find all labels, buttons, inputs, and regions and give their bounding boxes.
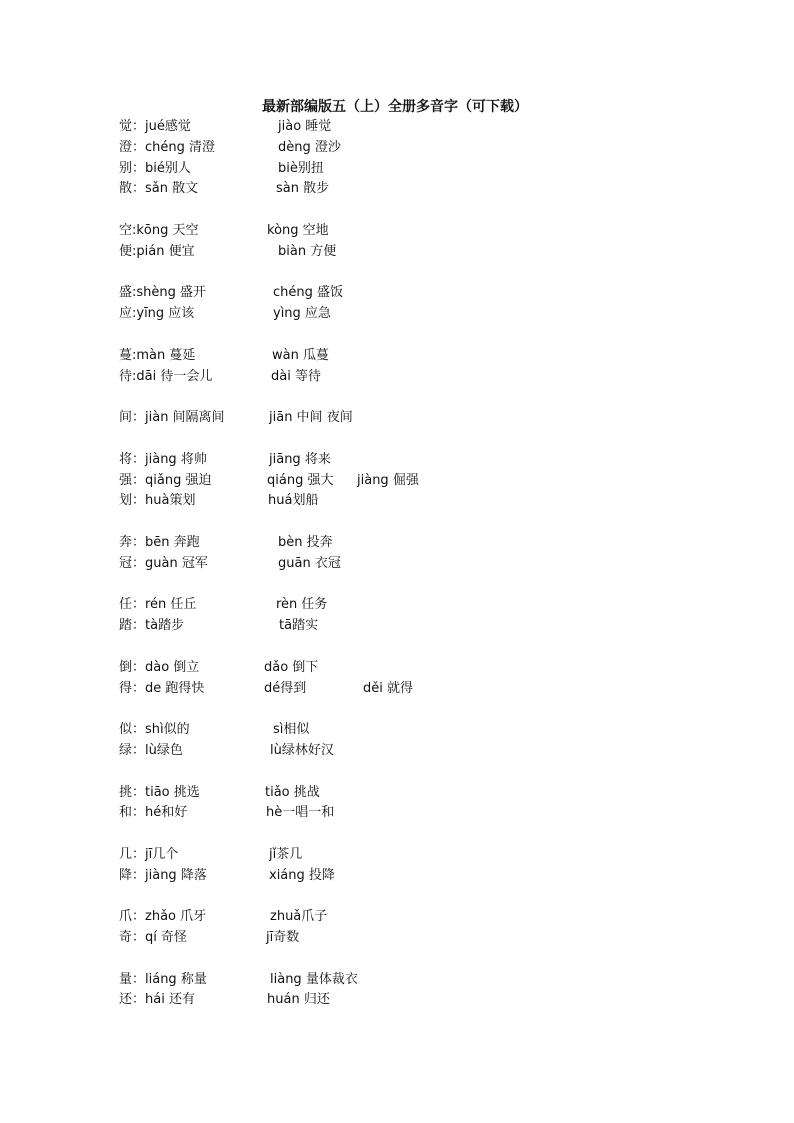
char-row	[119, 221, 719, 242]
char-row	[119, 866, 719, 887]
page-title-text: 最新部编版五（上）全册多音字（可下载）	[262, 99, 528, 115]
char-reading-alternate: tā踏实	[279, 618, 319, 634]
char-reading-alternate: lù绿林好汉	[270, 742, 334, 758]
char-row	[119, 117, 719, 138]
char-row	[119, 283, 719, 304]
char-group	[119, 595, 719, 637]
char-row	[119, 367, 719, 388]
char-reading-alternate: hè一唱一和	[266, 805, 335, 821]
char-row	[119, 533, 719, 554]
char-reading-primary: 量：liáng 称量	[119, 971, 207, 987]
char-row	[119, 450, 719, 471]
char-reading-primary: 空:kōng 天空	[119, 222, 199, 238]
char-row	[119, 179, 719, 200]
char-reading-primary: 还：hái 还有	[119, 992, 195, 1008]
char-group	[119, 346, 719, 388]
char-group	[119, 283, 719, 325]
char-row	[119, 845, 719, 866]
char-row	[119, 658, 719, 679]
char-reading-alternate: huá划船	[268, 493, 319, 509]
char-reading-primary: 似：shì似的	[119, 722, 190, 738]
char-reading-primary: 降：jiàng 降落	[119, 867, 207, 883]
char-group	[119, 970, 719, 1012]
char-reading-primary: 散：sǎn 散文	[119, 181, 199, 197]
char-row	[119, 304, 719, 325]
char-reading-alternate: jī奇数	[266, 930, 300, 946]
char-reading-alternate: liàng 量体裁衣	[270, 971, 358, 987]
char-reading-alternate: děi 就得	[363, 680, 413, 696]
char-reading-alternate: xiáng 投降	[269, 867, 335, 883]
char-row	[119, 408, 719, 429]
char-group	[119, 783, 719, 825]
char-reading-alternate: biè别扭	[278, 160, 324, 176]
char-reading-primary: 任：rén 任丘	[119, 597, 197, 613]
char-row	[119, 554, 719, 575]
char-reading-primary: 蔓:màn 蔓延	[119, 347, 196, 363]
char-reading-alternate: kòng 空地	[267, 222, 329, 238]
char-reading-primary: 倒：dào 倒立	[119, 659, 200, 675]
char-reading-alternate: dé得到	[264, 680, 307, 696]
char-row	[119, 346, 719, 367]
char-reading-alternate: sàn 散步	[276, 181, 330, 197]
char-row	[119, 907, 719, 928]
char-reading-alternate: dèng 澄沙	[278, 139, 341, 155]
char-reading-alternate: bèn 投奔	[278, 534, 333, 550]
char-reading-primary: 盛:shèng 盛开	[119, 285, 207, 301]
char-reading-alternate: jiān 中间 夜间	[269, 410, 353, 426]
char-reading-alternate: chéng 盛饭	[273, 285, 344, 301]
char-reading-primary: 强：qiǎng 强迫	[119, 472, 212, 488]
char-reading-alternate: huán 归还	[267, 992, 330, 1008]
char-reading-alternate: dǎo 倒下	[264, 659, 319, 675]
char-reading-primary: 挑：tiāo 挑选	[119, 784, 200, 800]
char-row	[119, 242, 719, 263]
char-group	[119, 533, 719, 575]
char-reading-primary: 奇：qí 奇怪	[119, 930, 187, 946]
char-reading-primary: 待:dāi 待一会儿	[119, 368, 213, 384]
char-group	[119, 907, 719, 949]
char-reading-primary: 觉：jué感觉	[119, 119, 191, 134]
char-row	[119, 970, 719, 991]
char-row	[119, 138, 719, 159]
char-reading-primary: 将：jiàng 将帅	[119, 451, 207, 467]
char-reading-alternate: jiāng 将来	[269, 451, 331, 467]
char-row	[119, 491, 719, 512]
char-group	[119, 117, 719, 200]
char-row	[119, 679, 719, 700]
polyphone-list	[119, 117, 719, 1032]
char-reading-alternate: qiáng 强大	[267, 472, 334, 488]
char-group	[119, 720, 719, 762]
char-group	[119, 658, 719, 700]
char-row	[119, 741, 719, 762]
page-title	[0, 97, 794, 117]
char-row	[119, 616, 719, 637]
char-reading-alternate: jǐ茶几	[269, 846, 303, 862]
char-group	[119, 221, 719, 263]
char-reading-primary: 奔：bēn 奔跑	[119, 534, 200, 550]
char-reading-primary: 澄：chéng 清澄	[119, 139, 216, 155]
char-reading-primary: 绿：lù绿色	[119, 742, 183, 758]
char-group	[119, 450, 719, 512]
char-group	[119, 845, 719, 887]
char-row	[119, 783, 719, 804]
char-reading-primary: 得：de 跑得快	[119, 680, 205, 696]
char-row	[119, 928, 719, 949]
char-reading-primary: 冠：guàn 冠军	[119, 555, 208, 571]
char-reading-alternate: rèn 任务	[276, 597, 328, 613]
char-row	[119, 471, 719, 492]
char-reading-alternate: wàn 瓜蔓	[272, 347, 329, 363]
char-reading-primary: 别：bié别人	[119, 160, 191, 176]
char-reading-alternate: jiào 睡觉	[278, 119, 332, 134]
char-group	[119, 408, 719, 429]
char-reading-primary: 爪：zhǎo 爪牙	[119, 909, 207, 925]
char-row	[119, 990, 719, 1011]
char-reading-alternate: yìng 应急	[273, 306, 331, 322]
char-reading-alternate: biàn 方便	[278, 243, 337, 259]
char-reading-primary: 和：hé和好	[119, 805, 188, 821]
char-row	[119, 803, 719, 824]
char-row	[119, 159, 719, 180]
char-reading-primary: 划：huà策划	[119, 493, 196, 509]
char-reading-primary: 几：jī几个	[119, 846, 179, 862]
char-row	[119, 720, 719, 741]
char-reading-alternate: sì相似	[273, 722, 310, 738]
char-reading-primary: 应:yīng 应该	[119, 306, 195, 322]
char-reading-alternate: jiàng 倔强	[357, 472, 419, 488]
char-reading-alternate: dài 等待	[271, 368, 321, 384]
char-reading-alternate: guān 衣冠	[278, 555, 341, 571]
char-reading-primary: 便:pián 便宜	[119, 243, 195, 259]
char-row	[119, 595, 719, 616]
char-reading-alternate: zhuǎ爪子	[270, 909, 328, 925]
char-reading-primary: 间：jiàn 间隔离间	[119, 410, 225, 426]
char-reading-alternate: tiǎo 挑战	[265, 784, 320, 800]
char-reading-primary: 踏：tà踏步	[119, 618, 185, 634]
